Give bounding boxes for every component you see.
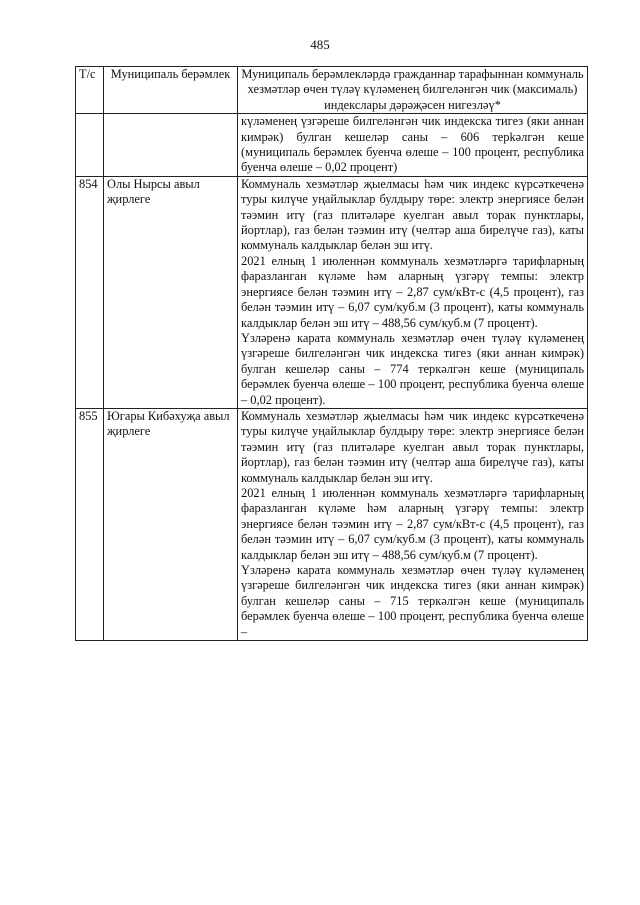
page-number: 485: [310, 37, 330, 52]
row-paragraph: Үзләренә карата коммуналь хезмәтләр өчен түләү күләменең үзгәреше билгеләнгән чик индекска тигез (яки аннан кимрәк) булган кешеләр саны – 715 теркәлгән кеше (муниципаль берәмлек буенча өлеше – 100 процент, республика буенча өлеше –: [241, 563, 584, 639]
row-paragraph: Коммуналь хезмәтләр җыелмасы һәм чик индекс күрсәткеченә туры килүче уңайлыклар булдыру төре: электр энергиясе белән тәэмин итү (газ плитәләре куелган авыл торак пунктлары, йортлар), газ белән тәэмин итү (челтәр аша бирелүче газ), каты коммуналь калдыклар белән эш итү.: [241, 176, 584, 253]
header-num: Т/с: [76, 67, 104, 114]
row-paragraph: Үзләренә карата коммуналь хезмәтләр өчен түләү күләменең үзгәреше билгеләнгән чик индекска тигез (яки аннан кимрәк) булган кешеләр саны – 774 теркәлгән кеше (муниципаль берәмлек буенча өлеше – 100 процент, республика буенча өлеше – 0,02 процент).: [241, 330, 584, 407]
row-num: 854: [76, 176, 104, 408]
table-row: [76, 408, 588, 640]
header-description: Муниципаль берәмлекләрдә гражданнар тарафыннан коммуналь хезмәтләр өчен түләү күләменең билгеләнгән чик (максималь) индекслары дәрәҗәсен нигезләү*: [238, 67, 588, 114]
continuation-num: [76, 114, 104, 177]
header-municipality: Муниципаль берәмлек: [104, 67, 238, 114]
row-paragraph: 2021 елның 1 июленнән коммуналь хезмәтләргә тарифларның фаразланган күләме һәм аларның үзгәрү темпы: электр энергиясе белән тәэмин итү – 2,87 сум/кВт-с (4,5 процент), газ белән тәэмин итү – 6,07 сум/куб.м (3 процент), каты коммуналь калдыклар белән эш итү – 488,56 сум/куб.м (7 процент).: [241, 253, 584, 330]
table-header-row: [76, 67, 588, 114]
continuation-description: [238, 114, 588, 177]
row-municipality: Олы Нырсы авыл җирлеге: [104, 176, 238, 408]
table-row-continuation: [76, 114, 588, 177]
row-num: 855: [76, 408, 104, 640]
row-paragraph: 2021 елның 1 июленнән коммуналь хезмәтләргә тарифларның фаразланган күләме һәм аларның үзгәрү темпы: электр энергиясе белән тәэмин итү – 2,87 сум/кВт-с (4,5 процент), газ белән тәэмин итү – 6,07 сум/куб.м (3 процент), каты коммуналь калдыклар белән эш итү – 488,56 сум/куб.м (7 процент).: [241, 485, 584, 562]
continuation-municipality: [104, 114, 238, 177]
row-paragraph: Коммуналь хезмәтләр җыелмасы һәм чик индекс күрсәткеченә туры килүче уңайлыклар булдыру төре: электр энергиясе белән тәэмин итү (газ плитәләре куелган авыл торак пунктлары, йортлар), газ белән тәэмин итү (челтәр аша бирелүче газ), каты коммуналь калдыклар белән эш итү.: [241, 408, 584, 485]
continuation-paragraph: күләменең үзгәреше билгеләнгән чик индекска тигез (яки аннан кимрәк) булган кешеләр саны – 606 терkәлгән кеше (муниципаль берәмлек буенча өлеше – 100 процент, республика буенча өлеше – 0,02 процент): [241, 114, 584, 175]
row-description: [238, 408, 588, 640]
row-description: [238, 176, 588, 408]
table-row: [76, 176, 588, 408]
municipal-index-table: [75, 66, 588, 641]
row-municipality: Югары Кибәхуҗа авыл җирлеге: [104, 408, 238, 640]
